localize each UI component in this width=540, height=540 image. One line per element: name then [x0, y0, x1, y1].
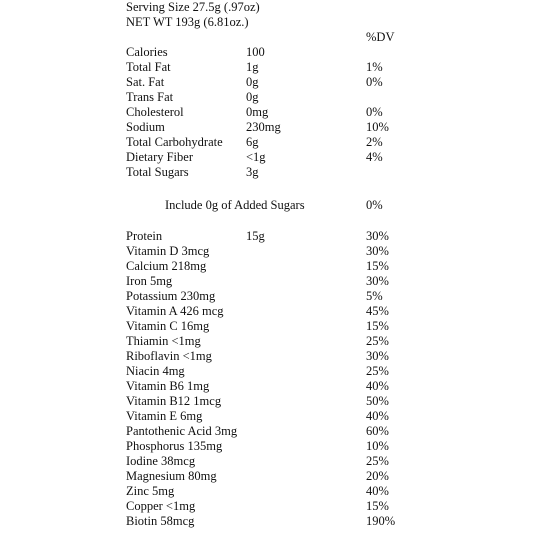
- vitamin-dv: 190%: [366, 514, 396, 528]
- vitamin-dv: 30%: [366, 244, 389, 258]
- dv-heading: %DV: [366, 30, 395, 44]
- vitamin-dv: 40%: [366, 484, 389, 498]
- vitamin-dv: 15%: [366, 259, 389, 273]
- added-sugars-dv: 0%: [366, 198, 383, 212]
- vitamin-dv: 50%: [366, 394, 389, 408]
- nutrient-dv: 10%: [366, 120, 389, 134]
- vitamin-name: Calcium 218mg: [126, 259, 207, 273]
- nutrient-amount: 6g: [246, 135, 259, 149]
- nutrient-dv: 1%: [366, 60, 383, 74]
- vitamin-dv: 30%: [366, 274, 389, 288]
- vitamin-name: Iodine 38mcg: [126, 454, 196, 468]
- vitamin-name: Vitamin A 426 mcg: [126, 304, 224, 318]
- serving-size: Serving Size 27.5g (.97oz): [126, 0, 260, 14]
- nutrient-name: Sodium: [126, 120, 165, 134]
- added-sugars-text: Include 0g of Added Sugars: [165, 198, 305, 212]
- nutrient-dv: 0%: [366, 75, 383, 89]
- nutrient-row: [0, 75, 540, 90]
- vitamin-row: [0, 244, 540, 259]
- vitamin-row: [0, 484, 540, 499]
- vitamin-row: [0, 514, 540, 529]
- nutrient-amount: 0g: [246, 90, 259, 104]
- vitamin-dv: 20%: [366, 469, 389, 483]
- vitamin-name: Pantothenic Acid 3mg: [126, 424, 238, 438]
- vitamin-dv: 40%: [366, 409, 389, 423]
- vitamin-dv: 45%: [366, 304, 389, 318]
- vitamin-row: [0, 259, 540, 274]
- vitamin-dv: 10%: [366, 439, 389, 453]
- vitamin-name: Iron 5mg: [126, 274, 173, 288]
- vitamin-row: [0, 454, 540, 469]
- protein-row: [0, 229, 540, 244]
- vitamin-name: Phosphorus 135mg: [126, 439, 223, 453]
- vitamin-row: [0, 409, 540, 424]
- protein-name: Protein: [126, 229, 163, 243]
- vitamin-name: Riboflavin <1mg: [126, 349, 212, 363]
- vitamin-dv: 40%: [366, 379, 389, 393]
- nutrient-row: [0, 60, 540, 75]
- protein-dv: 30%: [366, 229, 389, 243]
- vitamin-name: Potassium 230mg: [126, 289, 216, 303]
- vitamin-row: [0, 394, 540, 409]
- nutrient-name: Total Fat: [126, 60, 171, 74]
- nutrient-row: [0, 105, 540, 120]
- vitamin-dv: 25%: [366, 454, 389, 468]
- nutrient-row: [0, 90, 540, 105]
- vitamin-row: [0, 469, 540, 484]
- vitamin-name: Vitamin B12 1mcg: [126, 394, 222, 408]
- vitamin-row: [0, 334, 540, 349]
- nutrient-name: Dietary Fiber: [126, 150, 193, 164]
- nutrient-row: [0, 165, 540, 180]
- protein-amount: 15g: [246, 229, 265, 243]
- vitamin-name: Magnesium 80mg: [126, 469, 217, 483]
- nutrient-row: [0, 135, 540, 150]
- vitamin-row: [0, 274, 540, 289]
- nutrient-row: [0, 45, 540, 60]
- added-sugars-row: [0, 198, 540, 213]
- nutrient-amount: 1g: [246, 60, 259, 74]
- vitamin-name: Biotin 58mcg: [126, 514, 195, 528]
- vitamin-row: [0, 364, 540, 379]
- vitamin-row: [0, 424, 540, 439]
- nutrient-dv: 2%: [366, 135, 383, 149]
- nutrient-row: [0, 120, 540, 135]
- vitamin-dv: 15%: [366, 499, 389, 513]
- nutrient-dv: 4%: [366, 150, 383, 164]
- vitamin-name: Vitamin E 6mg: [126, 409, 203, 423]
- nutrient-amount: 0mg: [246, 105, 269, 119]
- vitamin-name: Thiamin <1mg: [126, 334, 201, 348]
- vitamin-dv: 5%: [366, 289, 383, 303]
- vitamin-name: Vitamin B6 1mg: [126, 379, 210, 393]
- vitamin-row: [0, 349, 540, 364]
- vitamin-row: [0, 379, 540, 394]
- vitamin-row: [0, 304, 540, 319]
- vitamin-dv: 25%: [366, 364, 389, 378]
- vitamin-row: [0, 289, 540, 304]
- vitamin-name: Zinc 5mg: [126, 484, 175, 498]
- vitamin-name: Vitamin C 16mg: [126, 319, 210, 333]
- nutrient-name: Total Sugars: [126, 165, 189, 179]
- net-weight: NET WT 193g (6.81oz.): [126, 15, 249, 29]
- vitamin-row: [0, 319, 540, 334]
- nutrient-amount: <1g: [246, 150, 266, 164]
- nutrient-row: [0, 150, 540, 165]
- vitamin-name: Copper <1mg: [126, 499, 196, 513]
- nutrient-name: Total Carbohydrate: [126, 135, 223, 149]
- nutrient-amount: 0g: [246, 75, 259, 89]
- vitamin-dv: 25%: [366, 334, 389, 348]
- vitamin-row: [0, 439, 540, 454]
- nutrient-name: Cholesterol: [126, 105, 184, 119]
- nutrient-name: Sat. Fat: [126, 75, 165, 89]
- nutrient-dv: 0%: [366, 105, 383, 119]
- vitamin-name: Niacin 4mg: [126, 364, 185, 378]
- nutrient-name: Calories: [126, 45, 168, 59]
- nutrient-amount: 3g: [246, 165, 259, 179]
- vitamin-row: [0, 499, 540, 514]
- vitamin-dv: 15%: [366, 319, 389, 333]
- vitamin-name: Vitamin D 3mcg: [126, 244, 210, 258]
- vitamin-dv: 60%: [366, 424, 389, 438]
- nutrient-name: Trans Fat: [126, 90, 174, 104]
- nutrient-amount: 100: [246, 45, 265, 59]
- vitamin-dv: 30%: [366, 349, 389, 363]
- nutrient-amount: 230mg: [246, 120, 281, 134]
